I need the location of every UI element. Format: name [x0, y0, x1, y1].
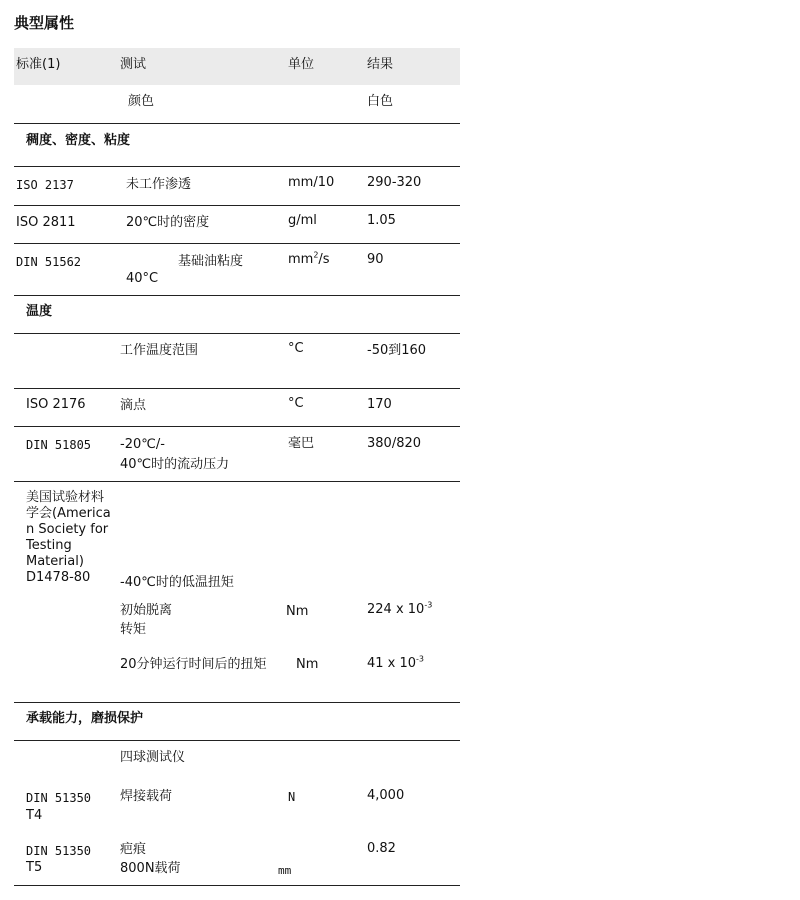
- astm-standard-line: 学会(America: [26, 506, 111, 521]
- breakaway-result-base: 224 x 10: [367, 602, 425, 617]
- viscosity-unit-tail: /s: [318, 252, 330, 267]
- flow-test-line1: -20℃/-: [120, 437, 165, 452]
- wear-test-line2: 800N载荷: [120, 861, 181, 876]
- astm-standard-line: D1478-80: [26, 570, 91, 585]
- dropping-result: 170: [367, 397, 392, 412]
- flow-standard: DIN 51805: [26, 438, 92, 452]
- section-consistency: 稠度、密度、粘度: [26, 133, 131, 148]
- breakaway-unit: Nm: [286, 604, 309, 619]
- density-result: 1.05: [367, 213, 396, 228]
- weld-standard-line2: T4: [26, 808, 43, 823]
- dropping-test: 滴点: [120, 398, 147, 413]
- four-ball-test: 四球测试仪: [120, 750, 186, 765]
- divider: [14, 295, 460, 296]
- divider: [14, 205, 460, 206]
- divider: [14, 243, 460, 244]
- density-unit: g/ml: [288, 213, 317, 228]
- divider: [14, 426, 460, 427]
- color-result: 白色: [367, 94, 394, 109]
- header-unit: 单位: [288, 57, 315, 72]
- penetration-test: 未工作渗透: [126, 177, 192, 192]
- breakaway-result: [367, 602, 432, 618]
- table-header-background: [14, 48, 460, 85]
- astm-standard-line: 美国试验材料: [26, 490, 105, 505]
- header-test: 测试: [120, 57, 147, 72]
- weld-standard-line1: DIN 51350: [26, 791, 92, 805]
- penetration-unit: mm/10: [288, 175, 335, 190]
- viscosity-unit-exponent: 2: [313, 250, 319, 260]
- penetration-standard: ISO 2137: [16, 178, 74, 192]
- astm-standard-line: n Society for: [26, 522, 109, 537]
- header-result: 结果: [367, 57, 394, 72]
- divider: [14, 123, 460, 124]
- breakaway-test-line2: 转矩: [120, 622, 147, 637]
- header-standard: 标准(1): [16, 57, 61, 72]
- divider: [14, 333, 460, 334]
- astm-standard-line: Material): [26, 554, 84, 569]
- temp-range-result: -50到160: [367, 343, 427, 358]
- page-title: 典型属性: [14, 14, 75, 32]
- flow-unit: 毫巴: [288, 436, 315, 451]
- breakaway-result-exponent: -3: [424, 600, 433, 610]
- temp-range-unit: °C: [288, 341, 304, 356]
- wear-standard-line2: T5: [26, 860, 43, 875]
- flow-result: 380/820: [367, 436, 422, 451]
- density-test: 20℃时的密度: [126, 215, 210, 230]
- dropping-unit: °C: [288, 396, 304, 411]
- divider: [14, 166, 460, 167]
- color-test: 颜色: [128, 94, 155, 109]
- divider: [14, 702, 460, 703]
- divider: [14, 885, 460, 886]
- divider: [14, 740, 460, 741]
- viscosity-unit: [288, 252, 330, 268]
- viscosity-result: 90: [367, 252, 384, 267]
- wear-result: 0.82: [367, 841, 396, 856]
- density-standard: ISO 2811: [16, 215, 76, 230]
- astm-standard: [26, 490, 118, 586]
- running-test: 20分钟运行时间后的扭矩: [120, 657, 267, 672]
- penetration-result: 290-320: [367, 175, 422, 190]
- wear-test-line1: 疤痕: [120, 842, 147, 857]
- divider: [14, 388, 460, 389]
- divider: [14, 481, 460, 482]
- running-unit: Nm: [296, 657, 319, 672]
- viscosity-test-line2: 40°C: [126, 271, 159, 286]
- wear-standard-line1: DIN 51350: [26, 844, 92, 858]
- running-result-exponent: -3: [416, 654, 425, 664]
- flow-test-line2: 40℃时的流动压力: [120, 457, 230, 472]
- running-result-base: 41 x 10: [367, 656, 417, 671]
- breakaway-test-line1: 初始脱离: [120, 603, 173, 618]
- weld-result: 4,000: [367, 788, 405, 803]
- weld-unit: N: [288, 790, 296, 804]
- astm-test: -40℃时的低温扭矩: [120, 575, 234, 590]
- wear-unit: mm: [278, 864, 292, 877]
- weld-test: 焊接载荷: [120, 789, 173, 804]
- viscosity-test-line1: 基础油粘度: [178, 254, 244, 269]
- section-load: 承载能力，磨损保护: [26, 711, 144, 726]
- astm-standard-line: Testing: [26, 538, 72, 553]
- dropping-standard: ISO 2176: [26, 397, 86, 412]
- viscosity-unit-base: mm: [288, 252, 314, 267]
- section-temperature: 温度: [26, 304, 53, 319]
- temp-range-test: 工作温度范围: [120, 343, 199, 358]
- running-result: [367, 656, 424, 672]
- viscosity-standard: DIN 51562: [16, 255, 82, 269]
